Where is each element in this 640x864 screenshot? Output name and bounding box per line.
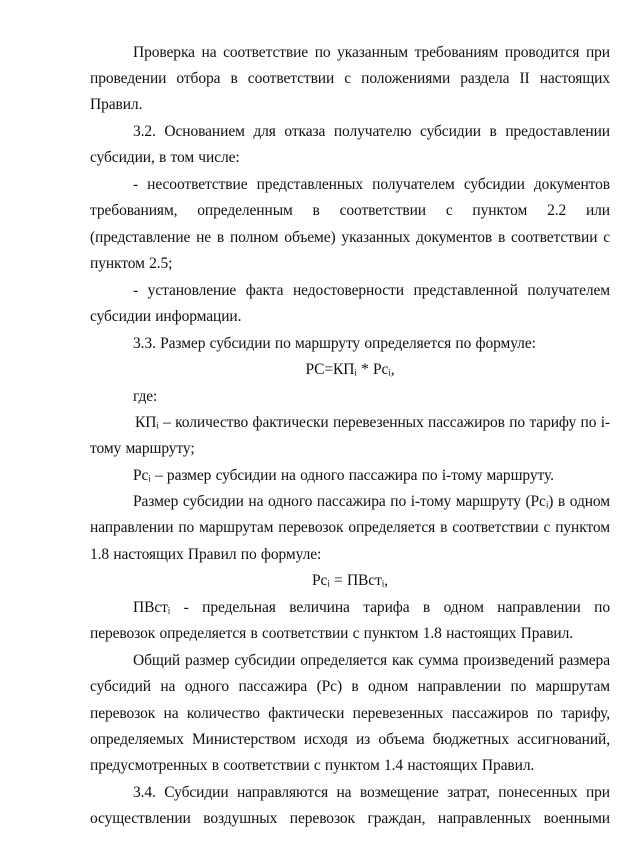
paragraph-line: определяемых Министерством исходя из объема бюджетных ассигнований, (90, 731, 610, 749)
paragraph-line: - несоответствие представленных получателем субсидии документов (133, 175, 610, 193)
paragraph-line: 3.3. Размер субсидии по маршруту определяется по формуле: (133, 334, 536, 352)
paragraph-line: КПᵢ – количество фактически перевезенных пассажиров по тарифу по i- (135, 413, 610, 431)
paragraph-line: Рсᵢ – размер субсидии на одного пассажира по i-тому маршруту. (133, 466, 554, 484)
paragraph-line: (представление не в полном объеме) указанных документов в соответствии с (90, 228, 610, 246)
paragraph-line: Правил. (90, 96, 143, 113)
paragraph-line: - установление факта недостоверности представленной получателем (133, 281, 610, 299)
formula: РС=КПᵢ * Рсᵢ, (305, 360, 395, 378)
paragraph-line: где: (133, 387, 158, 405)
paragraph-line: 1.8 настоящих Правил по формуле: (90, 546, 322, 564)
paragraph-line: тому маршруту; (90, 440, 195, 458)
paragraph-line: осуществлении воздушных перевозок граждан, направленных военными (90, 810, 610, 827)
paragraph-line: 3.4. Субсидии направляются на возмещение затрат, понесенных при (133, 784, 610, 801)
paragraph-line: направлении по маршрутам перевозок определяется в соответствии с пунктом (90, 519, 610, 537)
paragraph-line: субсидии, в том числе: (90, 149, 240, 166)
paragraph-line: пунктом 2.5; (90, 254, 173, 272)
paragraph-line: перевозок определяется в соответствии с пунктом 1.8 настоящих Правил. (90, 625, 574, 643)
paragraph-line: перевозок на количество фактически перевезенных пассажиров по тарифу, (90, 705, 610, 722)
paragraph-line: предусмотренных в соответствии с пунктом 1.4 настоящих Правил. (90, 757, 535, 775)
paragraph-line: 3.2. Основанием для отказа получателю субсидии в предоставлении (133, 122, 610, 140)
paragraph-line: Размер субсидии на одного пассажира по i-тому маршруту (Рсᵢ) в одном (133, 493, 610, 511)
paragraph-line: ПВстᵢ - предельная величина тарифа в одном направлении по (133, 599, 610, 617)
paragraph-line: Общий размер субсидии определяется как сумма произведений размера (133, 652, 610, 670)
paragraph-line: проведении отбора в соответствии с положениями раздела II настоящих (90, 70, 610, 87)
paragraph-line: субсидий на одного пассажира (Рс) в одном направлении по маршрутам (90, 678, 610, 696)
paragraph-line: Проверка на соответствие по указанным требованиям проводится при (133, 44, 610, 61)
paragraph-line: субсидии информации. (90, 307, 242, 325)
paragraph-line: требованиям, определенным в соответствии с пунктом 2.2 или (90, 201, 610, 219)
formula: Рсᵢ = ПВстᵢ, (312, 572, 388, 590)
